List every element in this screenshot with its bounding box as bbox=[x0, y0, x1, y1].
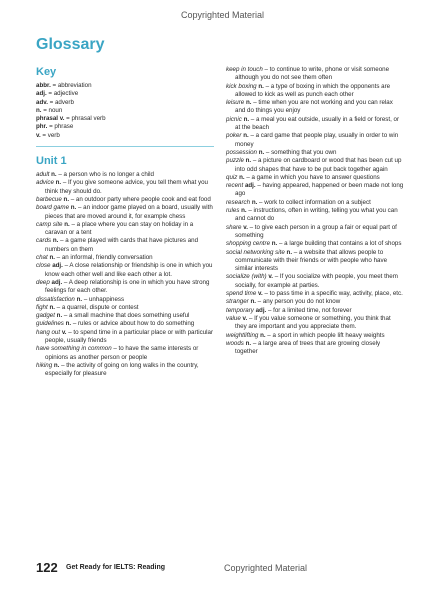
key-item bbox=[36, 82, 214, 90]
entry-term: stranger bbox=[226, 298, 249, 306]
entry-term: rules bbox=[226, 207, 240, 215]
entry-definition: – a type of boxing in which the opponents are allowed to kick as well as punch each other bbox=[235, 82, 391, 98]
entry-term: woods bbox=[226, 339, 244, 347]
entry-definition: – instructions, often in writing, telling you what you can and cannot do bbox=[235, 207, 398, 223]
entry-term: temporary bbox=[226, 306, 254, 314]
entry-part-of-speech: n. bbox=[245, 339, 252, 347]
entry-part-of-speech: n. bbox=[250, 298, 256, 306]
entry-definition: – an outdoor party where people cook and eat food bbox=[69, 195, 211, 203]
entry-definition: – unhappiness bbox=[82, 295, 125, 303]
glossary-entry bbox=[36, 179, 214, 196]
entry-definition: – If you value someone or something, you think that they are important and you appreciate them. bbox=[235, 314, 391, 331]
entry-definition: – a place where you can stay on holiday in a caravan or a tent bbox=[45, 220, 194, 237]
entry-term: deep bbox=[36, 278, 50, 286]
entry-term: close bbox=[36, 262, 51, 270]
key-item bbox=[36, 123, 214, 131]
entry-definition: – a sport in which people lift heavy weights bbox=[265, 331, 385, 339]
entry-term: socialize (with) bbox=[226, 273, 267, 281]
glossary-entry bbox=[36, 171, 214, 179]
entry-part-of-speech: n. bbox=[286, 248, 293, 256]
entry-term: fight bbox=[36, 303, 48, 311]
entry-term: spend time bbox=[226, 290, 257, 298]
entry-term: share bbox=[226, 223, 242, 231]
glossary-entry bbox=[226, 149, 404, 157]
glossary-entry bbox=[226, 182, 404, 199]
entry-definition: – If you give someone advice, you tell them what you think they should do. bbox=[45, 179, 208, 195]
entry-definition: – to continue to write, phone or visit someone although you do not see them often bbox=[235, 66, 390, 82]
entry-part-of-speech: v. bbox=[242, 314, 248, 322]
entry-part-of-speech: n. bbox=[251, 198, 258, 206]
entry-part-of-speech: n. bbox=[258, 82, 264, 90]
entry-term: advice bbox=[36, 179, 54, 187]
key-abbr: v. bbox=[36, 131, 41, 139]
key-abbr: adj. bbox=[36, 90, 47, 98]
right-column bbox=[226, 66, 404, 356]
glossary-entries-left bbox=[36, 171, 214, 378]
copyright-watermark-top: Copyrighted Material bbox=[180, 10, 265, 20]
entry-term: gadget bbox=[36, 312, 55, 320]
entry-definition: – a picture on cardboard or wood that has been cut up into odd shapes that have to be put back together again bbox=[235, 157, 402, 173]
entry-term: keep in touch bbox=[226, 66, 263, 73]
entry-definition: – rules or advice about how to do something bbox=[71, 320, 195, 328]
entry-part-of-speech: n. bbox=[51, 171, 57, 179]
glossary-entry bbox=[36, 304, 214, 312]
key-abbr: phrasal v. bbox=[36, 115, 65, 123]
glossary-entry bbox=[226, 83, 404, 100]
key-meaning: = adjective bbox=[46, 90, 79, 98]
entry-definition: – time when you are not working and you can relax and do things you enjoy bbox=[235, 99, 393, 115]
glossary-entry bbox=[36, 237, 214, 254]
entry-term: camp site bbox=[36, 220, 63, 228]
key-item bbox=[36, 107, 214, 115]
key-list bbox=[36, 82, 214, 140]
entry-term: board game bbox=[36, 204, 70, 212]
entry-definition: – A close relationship or friendship is one in which you know each other well and like each other a lot. bbox=[45, 262, 213, 278]
entry-term: puzzle bbox=[226, 157, 244, 165]
copyright-watermark-bottom: Copyrighted Material bbox=[224, 563, 308, 573]
glossary-entry bbox=[36, 254, 214, 262]
glossary-entries-right bbox=[226, 66, 404, 356]
glossary-entry bbox=[36, 362, 214, 379]
entry-part-of-speech: n. bbox=[76, 295, 83, 303]
key-heading: Key bbox=[36, 66, 57, 78]
entry-part-of-speech: n. bbox=[260, 331, 266, 339]
entry-part-of-speech: n. bbox=[243, 115, 250, 123]
key-abbr: n. bbox=[36, 106, 42, 114]
key-abbr: phr. bbox=[36, 123, 48, 131]
entry-definition: – the activity of going on long walks in the country, especially for pleasure bbox=[45, 361, 199, 378]
glossary-entry bbox=[226, 174, 404, 182]
entry-part-of-speech: n. bbox=[52, 237, 59, 245]
entry-term: leisure bbox=[226, 99, 245, 107]
entry-term: dissatisfaction bbox=[36, 295, 75, 303]
entry-definition: – to pass time in a specific way, activity, place, etc. bbox=[262, 290, 403, 298]
glossary-entry bbox=[36, 320, 214, 328]
glossary-entry bbox=[226, 273, 404, 290]
entry-part-of-speech: adj. bbox=[51, 278, 63, 286]
key-meaning: = phrasal verb bbox=[64, 115, 106, 123]
glossary-entry bbox=[226, 307, 404, 315]
entry-definition: – to spend time in a particular place or with particular people, usually friends bbox=[45, 328, 214, 345]
entry-part-of-speech: adj. bbox=[244, 182, 256, 190]
entry-definition: – a game played with cards that have pictures and numbers on them bbox=[45, 237, 199, 253]
entry-term: weightlifting bbox=[226, 331, 259, 339]
key-meaning: = verb bbox=[40, 131, 60, 139]
glossary-entry bbox=[226, 116, 404, 133]
entry-part-of-speech: v. bbox=[61, 328, 67, 336]
glossary-entry bbox=[36, 262, 214, 279]
glossary-entry bbox=[226, 224, 404, 241]
glossary-entry bbox=[36, 221, 214, 238]
key-meaning: = adverb bbox=[47, 98, 74, 106]
page-number: 122 bbox=[36, 560, 58, 575]
entry-part-of-speech: n. bbox=[56, 312, 63, 320]
entry-definition: – to have the same interests or opinions as another person or people bbox=[45, 345, 199, 361]
key-meaning: = abbreviation bbox=[50, 82, 92, 89]
glossary-entry bbox=[226, 298, 404, 306]
entry-term: research bbox=[226, 198, 251, 206]
entry-term: cards bbox=[36, 237, 52, 245]
glossary-entry bbox=[226, 290, 404, 298]
entry-definition: – to give each person in a group a fair or equal part of something bbox=[235, 223, 397, 239]
entry-part-of-speech: n. bbox=[258, 148, 265, 156]
entry-part-of-speech: v. bbox=[243, 223, 248, 231]
entry-part-of-speech: n. bbox=[245, 99, 252, 107]
entry-part-of-speech: n. bbox=[63, 195, 70, 203]
entry-definition: – a meal you eat outside, usually in a field or forest, or at the beach bbox=[235, 115, 400, 132]
book-title: Get Ready for IELTS: Reading bbox=[66, 564, 166, 571]
section-divider bbox=[36, 146, 214, 147]
entry-part-of-speech: n. bbox=[55, 179, 62, 187]
glossary-entry bbox=[226, 132, 404, 149]
entry-term: hiking bbox=[36, 361, 53, 369]
key-item bbox=[36, 90, 214, 98]
entry-term: kick boxing bbox=[226, 82, 257, 90]
entry-definition: – If you socialize with people, you meet them socially, for example at parties. bbox=[235, 273, 398, 289]
entry-definition: – a card game that people play, usually in order to win money bbox=[235, 132, 399, 148]
entry-definition: – having appeared, happened or been made not long ago bbox=[235, 182, 404, 198]
glossary-entry bbox=[36, 345, 214, 362]
glossary-entry bbox=[226, 315, 404, 332]
entry-definition: – a game in which you have to answer questions bbox=[244, 173, 380, 181]
entry-part-of-speech: n. bbox=[70, 204, 77, 212]
entry-term: adult bbox=[36, 171, 50, 179]
entry-part-of-speech: n. bbox=[53, 361, 60, 369]
glossary-entry bbox=[226, 99, 404, 116]
entry-term: social networking site bbox=[226, 248, 285, 256]
entry-definition: – a person who is no longer a child bbox=[56, 171, 154, 179]
glossary-entry bbox=[226, 240, 404, 248]
glossary-entry bbox=[226, 66, 404, 83]
glossary-entry bbox=[226, 157, 404, 174]
entry-term: recent bbox=[226, 182, 244, 190]
entry-part-of-speech: n. bbox=[245, 157, 252, 165]
entry-definition: – an informal, friendly conversation bbox=[54, 254, 153, 262]
key-item bbox=[36, 99, 214, 107]
glossary-entry bbox=[36, 196, 214, 204]
entry-term: shopping centre bbox=[226, 240, 271, 248]
page-title: Glossary bbox=[36, 36, 105, 53]
entry-definition: – any person you do not know bbox=[255, 298, 341, 306]
key-item bbox=[36, 115, 214, 123]
page-footer bbox=[36, 560, 436, 577]
entry-term: hang out bbox=[36, 328, 61, 336]
glossary-entry bbox=[36, 279, 214, 296]
entry-part-of-speech: n. bbox=[65, 320, 72, 328]
entry-definition: – a large area of trees that are growing closely together bbox=[235, 339, 381, 356]
entry-definition: – A deep relationship is one in which you have strong feelings for each other. bbox=[45, 278, 210, 295]
entry-part-of-speech: n. bbox=[64, 220, 70, 228]
entry-term: quiz bbox=[226, 173, 238, 181]
glossary-entry bbox=[226, 340, 404, 357]
key-item bbox=[36, 132, 214, 140]
key-abbr: abbr. bbox=[36, 82, 51, 89]
glossary-entry bbox=[36, 296, 214, 304]
entry-term: barbecue bbox=[36, 195, 62, 203]
entry-term: have something in common bbox=[36, 345, 112, 353]
entry-term: chat bbox=[36, 254, 48, 262]
entry-term: value bbox=[226, 314, 241, 322]
unit-heading: Unit 1 bbox=[36, 155, 67, 168]
key-meaning: = noun bbox=[41, 106, 63, 114]
entry-definition: – work to collect information on a subject bbox=[257, 198, 371, 206]
entry-definition: – something that you own bbox=[264, 148, 337, 156]
glossary-entry bbox=[226, 207, 404, 224]
entry-definition: – a large building that contains a lot of shops bbox=[277, 240, 402, 248]
entry-definition: – an indoor game played on a board, usually with pieces that are moved around it, for example chess bbox=[45, 204, 213, 220]
key-abbr: adv. bbox=[36, 98, 48, 106]
entry-part-of-speech: v. bbox=[268, 273, 274, 281]
entry-part-of-speech: n. bbox=[239, 173, 245, 181]
left-column bbox=[36, 66, 214, 379]
entry-part-of-speech: n. bbox=[271, 240, 278, 248]
entry-part-of-speech: n. bbox=[49, 254, 55, 262]
glossary-entry bbox=[36, 204, 214, 221]
entry-part-of-speech: n. bbox=[49, 303, 55, 311]
entry-part-of-speech: adj. bbox=[255, 306, 267, 314]
glossary-entry bbox=[226, 199, 404, 207]
entry-term: picnic bbox=[226, 115, 242, 123]
entry-definition: – for a limited time, not forever bbox=[266, 306, 352, 314]
entry-part-of-speech: n. bbox=[241, 207, 247, 215]
glossary-entry bbox=[36, 312, 214, 320]
glossary-entry bbox=[226, 249, 404, 274]
entry-definition: – a quarrel, dispute or contest bbox=[54, 303, 139, 311]
entry-term: poker bbox=[226, 132, 242, 140]
glossary-entry bbox=[36, 329, 214, 346]
glossary-entry bbox=[226, 332, 404, 340]
entry-part-of-speech: n. bbox=[243, 132, 249, 140]
entry-term: possession bbox=[226, 148, 257, 156]
entry-part-of-speech: adj. bbox=[52, 262, 63, 270]
entry-definition: – a small machine that does something useful bbox=[62, 312, 190, 320]
entry-term: guidelines bbox=[36, 320, 64, 328]
key-meaning: = phrase bbox=[47, 123, 74, 131]
entry-part-of-speech: v. bbox=[258, 290, 263, 298]
entry-definition: – a website that allows people to communicate with their friends or with people who have similar interests bbox=[235, 248, 388, 273]
